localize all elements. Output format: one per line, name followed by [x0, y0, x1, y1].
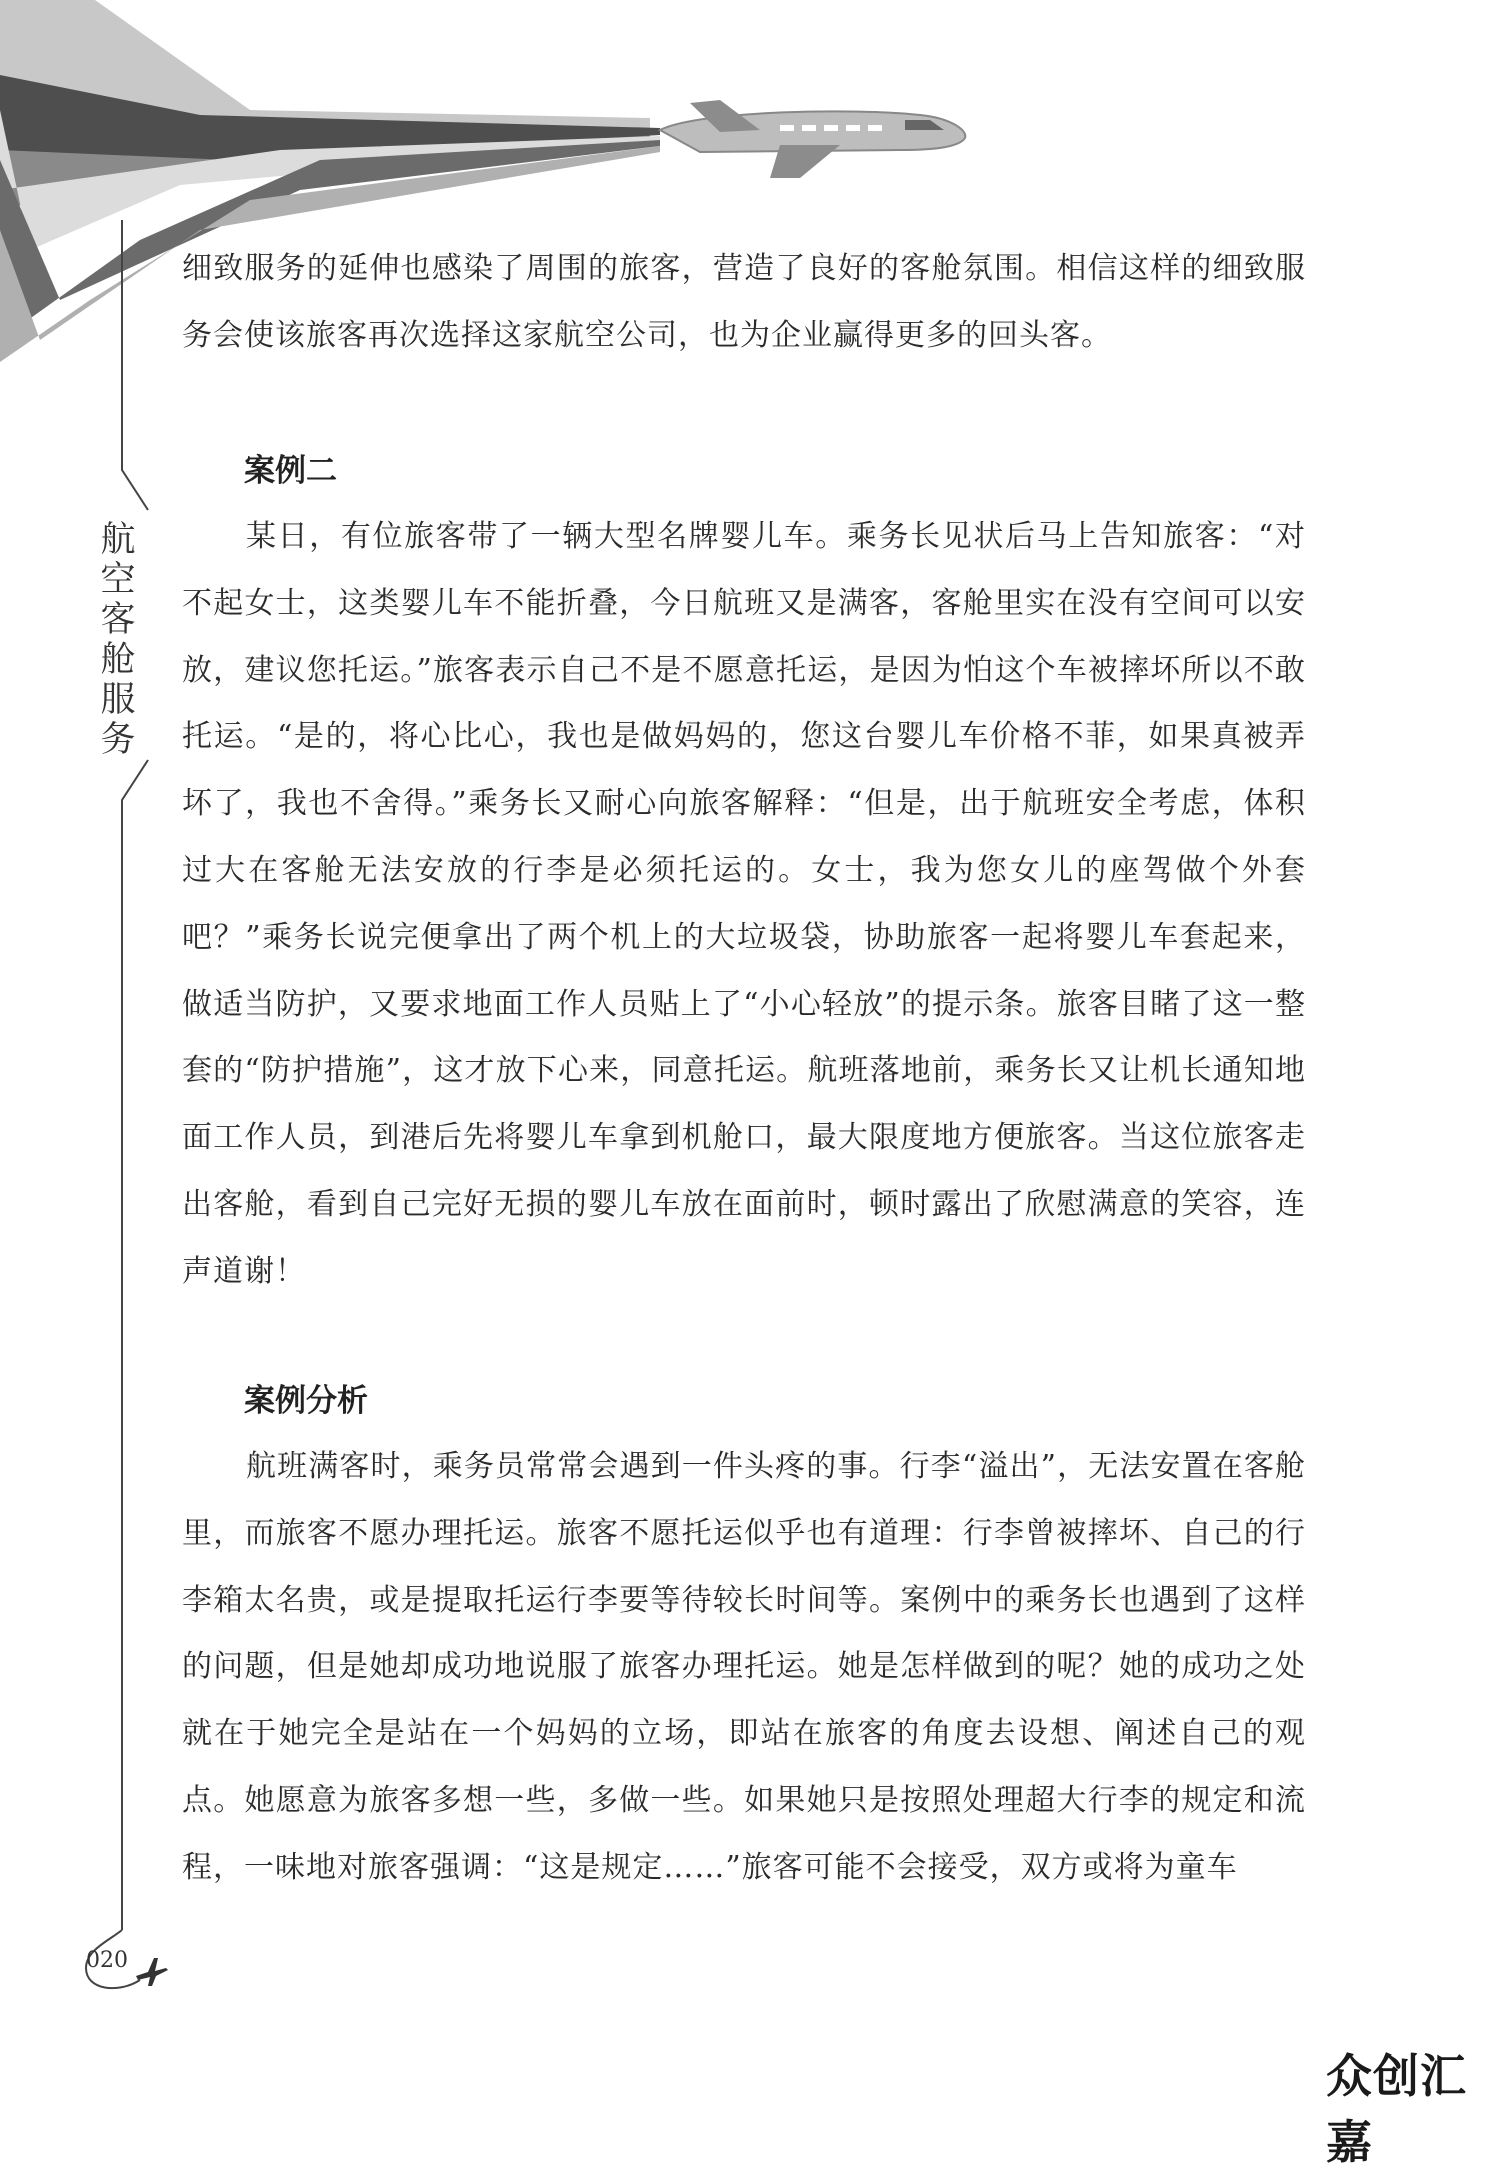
- watermark-logo: 众创汇嘉: [1326, 2049, 1467, 2169]
- intro-block: [182, 236, 1306, 370]
- case-two-paragraph: 某日，有位旅客带了一辆大型名牌婴儿车。乘务长见状后马上告知旅客：“对不起女士，这类婴儿车不能折叠，今日航班又是满客，客舱里实在没有空间可以安放，建议您托运。”旅客表示自己不是不愿意托运，是因为怕这个车被摔坏所以不敢托运。“是的，将心比心，我也是做妈妈的，您这台婴儿车价格不菲，如果真被弄坏了，我也不舍得。”乘务长又耐心向旅客解释：“但是，出于航班安全考虑，体积过大在客舱无法安放的行李是必须托运的。女士，我为您女儿的座驾做个外套吧？”乘务长说完便拿出了两个机上的大垃圾袋，协助旅客一起将婴儿车套起来，做适当防护，又要求地面工作人员贴上了“小心轻放”的提示条。旅客目睹了这一整套的“防护措施”，这才放下心来，同意托运。航班落地前，乘务长又让机长通知地面工作人员，到港后先将婴儿车拿到机舱口，最大限度地方便旅客。当这位旅客走出客舱，看到自己完好无损的婴儿车放在面前时，顿时露出了欣慰满意的笑容，连声道谢！: [182, 519, 1306, 1289]
- case-two-section: [182, 446, 1306, 1306]
- side-chapter-title: [96, 520, 140, 760]
- page-number: 020: [86, 1948, 128, 1973]
- case-analysis-paragraph: 航班满客时，乘务员常常会遇到一件头疼的事。行李“溢出”，无法安置在客舱里，而旅客不愿办理托运。旅客不愿托运似乎也有道理：行李曾被摔坏、自己的行李箱太名贵，或是提取托运行李要等待较长时间等。案例中的乘务长也遇到了这样的问题，但是她却成功地说服了旅客办理托运。她是怎样做到的呢？她的成功之处就在于她完全是站在一个妈妈的立场，即站在旅客的角度去设想、阐述自己的观点。她愿意为旅客多想一些，多做一些。如果她只是按照处理超大行李的规定和流程，一味地对旅客强调：“这是规定……”旅客可能不会接受，双方或将为童车: [182, 1449, 1306, 1885]
- small-airplane-icon: [132, 1950, 172, 1990]
- side-title-text: 航空客舱服务: [100, 520, 136, 760]
- airplane-icon: [660, 100, 965, 178]
- case-analysis-heading: 案例分析: [244, 1383, 368, 1419]
- case-analysis-section: [182, 1376, 1306, 1902]
- side-decoration-line: [0, 0, 200, 2094]
- intro-paragraph: 细致服务的延伸也感染了周围的旅客，营造了良好的客舱氛围。相信这样的细致服务会使该旅客再次选择这家航空公司，也为企业赢得更多的回头客。: [182, 251, 1306, 353]
- case-two-heading: 案例二: [244, 453, 337, 489]
